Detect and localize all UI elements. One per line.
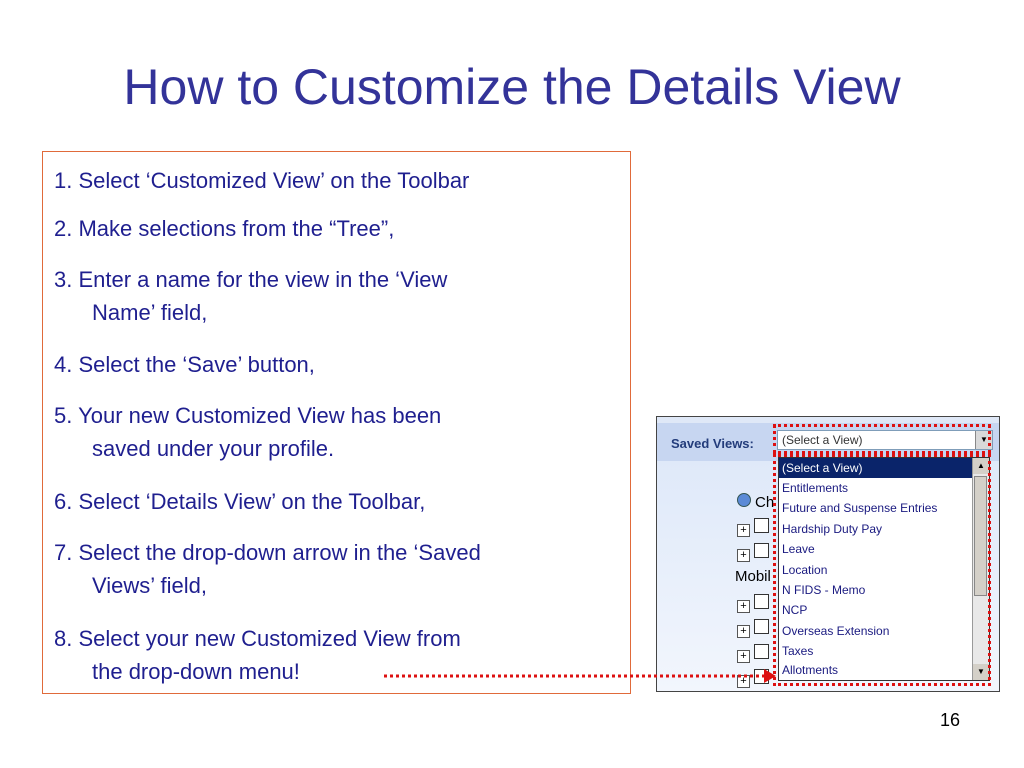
step-7-continuation: Views’ field,	[92, 573, 207, 598]
saved-views-label: Saved Views:	[671, 436, 754, 451]
step-5-text: 5. Your new Customized View has been	[54, 403, 442, 428]
dropdown-option-allotments[interactable]: Allotments	[782, 663, 839, 677]
step-3	[54, 263, 447, 329]
tree-row-label: Ch	[755, 494, 775, 511]
dropdown-highlight-frame	[773, 454, 991, 686]
dropdown-option-n-fids-memo[interactable]: N FIDS - Memo	[782, 583, 866, 597]
dropdown-option-select-a-view[interactable]: (Select a View)	[779, 458, 976, 478]
tree-group-label: Mobil	[735, 568, 771, 585]
arrowhead-icon	[764, 669, 776, 683]
dropdown-arrow-icon[interactable]: ▼	[975, 431, 992, 449]
step-3-text: 3. Enter a name for the view in the ‘View	[54, 267, 448, 292]
step-5	[54, 399, 441, 465]
expand-icon[interactable]: +	[737, 675, 750, 688]
checkbox[interactable]	[754, 619, 769, 634]
step-2	[54, 212, 394, 245]
checkbox[interactable]	[754, 543, 769, 558]
step-8-text: 8. Select your new Customized View from	[54, 626, 461, 651]
dropdown-option-taxes[interactable]: Taxes	[782, 644, 814, 658]
expand-icon[interactable]: +	[737, 625, 750, 638]
expand-icon[interactable]: +	[737, 549, 750, 562]
step-6	[54, 485, 425, 518]
checkbox[interactable]	[754, 594, 769, 609]
step-8-continuation: the drop-down menu!	[92, 659, 300, 684]
select-highlight-frame	[773, 424, 991, 454]
dropdown-option-ncp[interactable]: NCP	[782, 603, 808, 617]
radio-icon[interactable]	[737, 493, 751, 507]
step-4-text: 4. Select the ‘Save’ button,	[54, 352, 315, 377]
dropdown-option-entitlements[interactable]: Entitlements	[782, 481, 849, 495]
tree-row-radio[interactable]	[737, 493, 774, 511]
dropdown-option-leave[interactable]: Leave	[782, 542, 815, 556]
tree-row[interactable]	[737, 644, 769, 663]
scroll-up-icon[interactable]: ▲	[973, 458, 989, 474]
checkbox[interactable]	[754, 644, 769, 659]
step-2-text: 2. Make selections from the “Tree”,	[54, 216, 395, 241]
step-4	[54, 348, 315, 381]
step-6-text: 6. Select ‘Details View’ on the Toolbar,	[54, 489, 426, 514]
tree-row[interactable]	[737, 518, 769, 537]
step-3-continuation: Name’ field,	[92, 300, 208, 325]
slide-title: How to Customize the Details View	[123, 59, 901, 115]
callout-arrow	[380, 665, 780, 687]
saved-views-selected-value: (Select a View)	[782, 433, 863, 447]
step-7	[54, 536, 481, 602]
tree-row[interactable]	[737, 619, 769, 638]
dropdown-option-future-and-suspense-entries[interactable]: Future and Suspense Entries	[782, 501, 938, 515]
step-1	[54, 164, 469, 197]
dropdown-option-overseas-extension[interactable]: Overseas Extension	[782, 624, 890, 638]
tree-row[interactable]	[737, 594, 769, 613]
tree-row[interactable]	[737, 543, 769, 562]
step-5-continuation: saved under your profile.	[92, 436, 335, 461]
dropdown-option-hardship-duty-pay[interactable]: Hardship Duty Pay	[782, 522, 883, 536]
step-1-text: 1. Select ‘Customized View’ on the Toolbar	[54, 168, 470, 193]
expand-icon[interactable]: +	[737, 600, 750, 613]
expand-icon[interactable]: +	[737, 524, 750, 537]
page-number: 16	[940, 710, 961, 730]
steps-box	[42, 151, 631, 694]
step-7-text: 7. Select the drop-down arrow in the ‘Saved	[54, 540, 481, 565]
checkbox[interactable]	[754, 518, 769, 533]
scroll-down-icon[interactable]: ▼	[973, 664, 989, 680]
expand-icon[interactable]: +	[737, 650, 750, 663]
dropdown-option-location[interactable]: Location	[782, 563, 828, 577]
